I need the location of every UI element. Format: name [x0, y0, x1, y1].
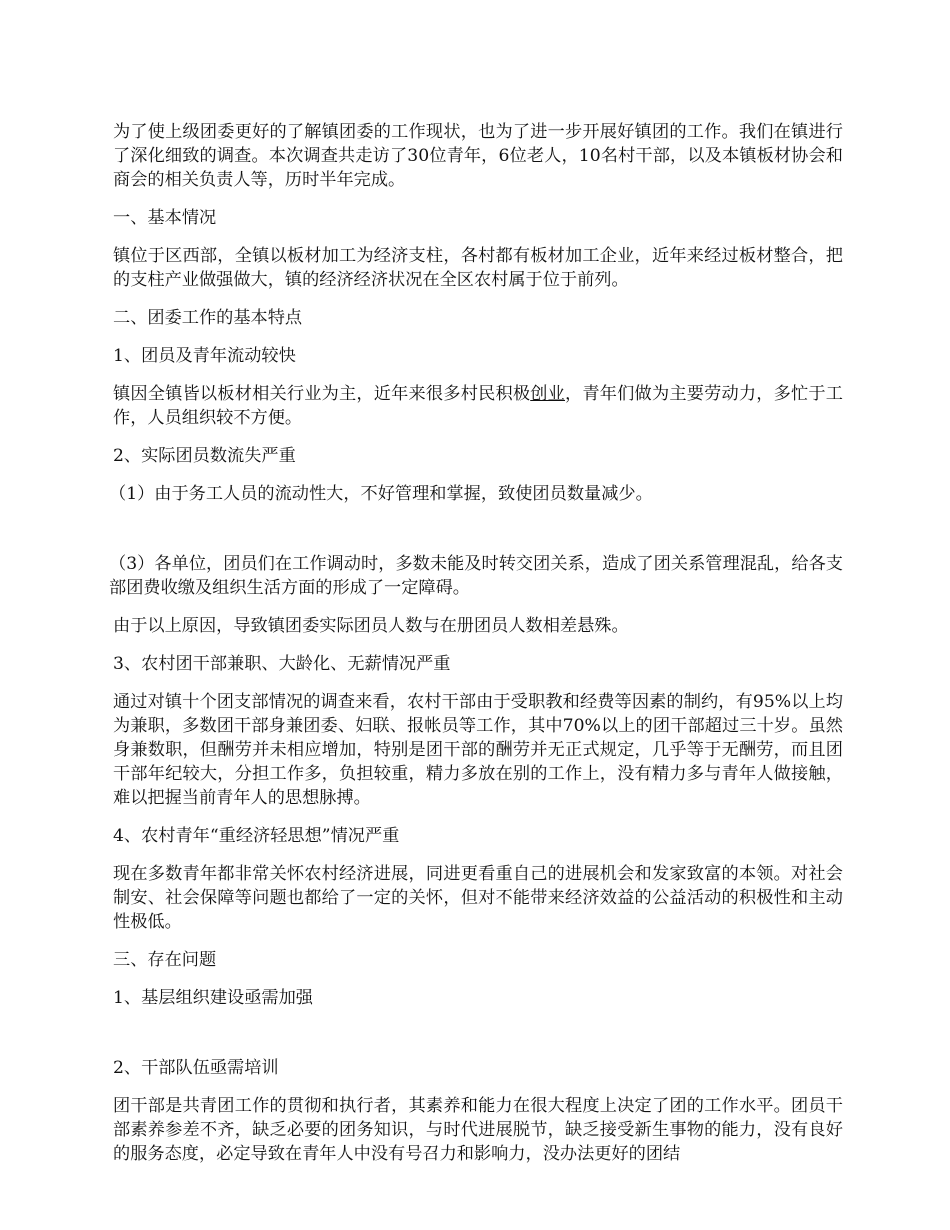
subheading-grassroots: 1、基层组织建设亟需加强 — [113, 988, 313, 1008]
member-loss-item-3: （3）各单位，团员们在工作调动时，多数未能及时转交团关系，造成了团关系管理混乱，给各支部团费收缴及组织生活方面的形成了一定障碍。 — [109, 554, 843, 598]
entrepreneurship-link[interactable]: 创业 — [530, 384, 566, 404]
section-heading-basic-situation: 一、基本情况 — [113, 208, 217, 228]
subheading-mobility: 1、团员及青年流动较快 — [113, 346, 296, 366]
mobility-text-a: 镇因全镇皆以板材相关行业为主，近年来很多村民积极 — [113, 384, 531, 404]
training-paragraph: 团干部是共青团工作的贯彻和执行者，其素养和能力在很大程度上决定了团的工作水平。团员干部素养参差不齐，缺乏必要的团务知识，与时代进展脱节，缺乏接受新生事物的能力，没有良好的服务态度，必定导致在青年人中没有号召力和影响力，没办法更好的团结 — [113, 1096, 843, 1164]
intro-paragraph: 为了使上级团委更好的了解镇团委的工作现状，也为了进一步开展好镇团的工作。我们在镇进行了深化细致的调查。本次调查共走访了30位青年，6位老人，10名村干部，以及本镇板材协会和商会的相关负责人等，历时半年完成。 — [113, 122, 843, 190]
subheading-economy-over-thought: 4、农村青年“重经济轻思想”情况严重 — [113, 826, 400, 846]
document-body — [109, 120, 843, 1166]
mobility-paragraph — [113, 382, 843, 430]
subheading-cadres: 3、农村团干部兼职、大龄化、无薪情况严重 — [113, 654, 451, 674]
cadres-paragraph: 通过对镇十个团支部情况的调查来看，农村干部由于受职教和经费等因素的制约，有95%以上均为兼职，多数团干部身兼团委、妇联、报帐员等工作，其中70%以上的团干部超过三十岁。虽然身兼数职，但酬劳并未相应增加，特别是团干部的酬劳并无正式规定，几乎等于无酬劳，而且团干部年纪较大，分担工作多，负担较重，精力多放在别的工作上，没有精力多与青年人做接触，难以把握当前青年人的思想脉搏。 — [113, 692, 843, 808]
subheading-member-loss: 2、实际团员数流失严重 — [113, 446, 296, 466]
section-heading-features: 二、团委工作的基本特点 — [113, 308, 303, 328]
mobility-text-b: ，青年们做为主要劳动力，多忙于工作，人员组织较不方便。 — [113, 384, 843, 428]
member-loss-summary: 由于以上原因，导致镇团委实际团员人数与在册团员人数相差悬殊。 — [113, 616, 629, 636]
economy-paragraph: 现在多数青年都非常关怀农村经济进展，同进更看重自己的进展机会和发家致富的本领。对社会制安、社会保障等问题也都给了一定的关怀，但对不能带来经济效益的公益活动的积极性和主动性极低。 — [113, 864, 843, 932]
section-heading-problems: 三、存在问题 — [113, 950, 217, 970]
subheading-training: 2、干部队伍亟需培训 — [113, 1058, 279, 1078]
basic-situation-paragraph: 镇位于区西部，全镇以板材加工为经济支柱，各村都有板材加工企业，近年来经过板材整合，把的支柱产业做强做大，镇的经济经济状况在全区农村属于位于前列。 — [113, 246, 843, 290]
member-loss-item-1: （1）由于务工人员的流动性大，不好管理和掌握，致使团员数量减少。 — [109, 484, 653, 504]
